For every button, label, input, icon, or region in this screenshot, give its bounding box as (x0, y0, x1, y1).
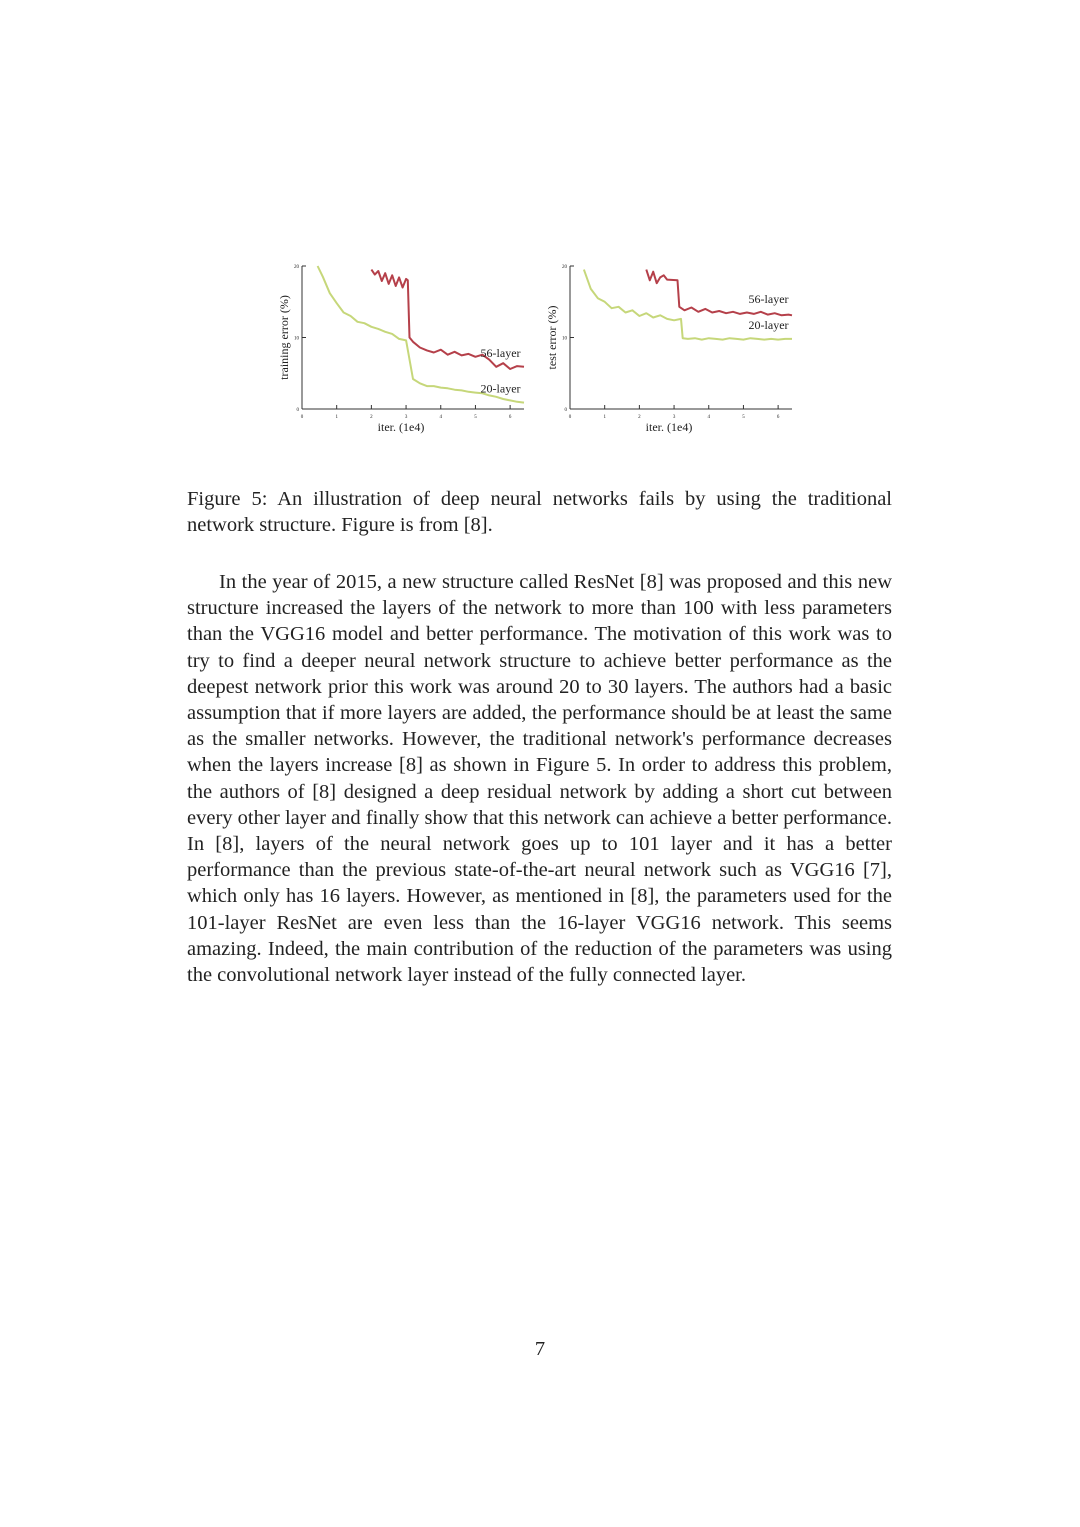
y-axis-label: test error (%) (545, 305, 559, 370)
x-tick-label: 6 (508, 415, 512, 420)
x-tick-label: 1 (335, 415, 338, 420)
series-label-20-layer: 20-layer (748, 317, 789, 332)
test-error-plot (538, 258, 798, 438)
x-axis-label: iter. (1e4) (645, 420, 693, 434)
x-tick-label: 5 (474, 415, 477, 420)
series-label-56-layer: 56-layer (748, 292, 789, 307)
y-axis-label: training error (%) (277, 295, 291, 380)
figure-5 (270, 258, 810, 443)
x-tick-label: 3 (672, 415, 676, 420)
series-label-20-layer: 20-layer (480, 381, 521, 396)
training-error-chart (270, 258, 530, 442)
y-tick-label: 0 (564, 408, 567, 413)
y-tick-label: 20 (294, 265, 299, 270)
x-tick-label: 5 (742, 415, 745, 420)
figure-caption (187, 486, 892, 538)
x-tick-label: 0 (568, 415, 572, 420)
body-paragraph: In the year of 2015, a new structure called ResNet [8] was proposed and this new structure increased the layers of the network to more than 100 with less parameters than the VGG16 model and better performance. The motivation of this work was to try to find a deeper neural network structure to achieve better performance as the deepest network prior this work was around 20 to 30 layers. The authors had a basic assumption that if more layers are added, the performance should be at least the same as the smaller networks. However, the traditional network's performance decreases when the layers increase [8] as shown in Figure 5. In order to address this problem, the authors of [8] designed a deep residual network by adding a short cut between every other layer and finally show that this network can achieve a better performance. In [8], layers of the neural network goes up to 101 layer and it has a better performance than the previous state-of-the-art neural network such as VGG16 [7], which only has 16 layers. However, as mentioned in [8], the parameters used for the 101-layer ResNet are even less than the 16-layer VGG16 network. This seems amazing. Indeed, the main contribution of the reduction of the parameters was using the convolutional network layer instead of the fully connected layer. (187, 571, 892, 987)
x-tick-label: 2 (638, 415, 641, 420)
x-tick-label: 0 (300, 415, 304, 420)
y-tick-label: 10 (562, 336, 567, 342)
test-error-chart (538, 258, 798, 442)
x-tick-label: 2 (370, 415, 373, 420)
x-tick-label: 4 (439, 415, 442, 420)
x-tick-label: 6 (776, 415, 780, 420)
series-label-56-layer: 56-layer (480, 345, 521, 360)
y-tick-label: 0 (296, 408, 299, 413)
x-tick-label: 4 (707, 415, 710, 420)
page-number: 7 (534, 1338, 546, 1360)
x-tick-label: 1 (603, 415, 606, 420)
y-tick-label: 10 (294, 336, 299, 342)
x-axis-label: iter. (1e4) (377, 420, 425, 434)
x-tick-label: 3 (404, 415, 408, 420)
y-tick-label: 20 (562, 265, 567, 270)
caption-text: Figure 5: An illustration of deep neural networks fails by using the traditional network structure. Figure is from [8]. (187, 488, 892, 536)
body-text (187, 569, 892, 988)
training-error-plot (270, 258, 530, 438)
